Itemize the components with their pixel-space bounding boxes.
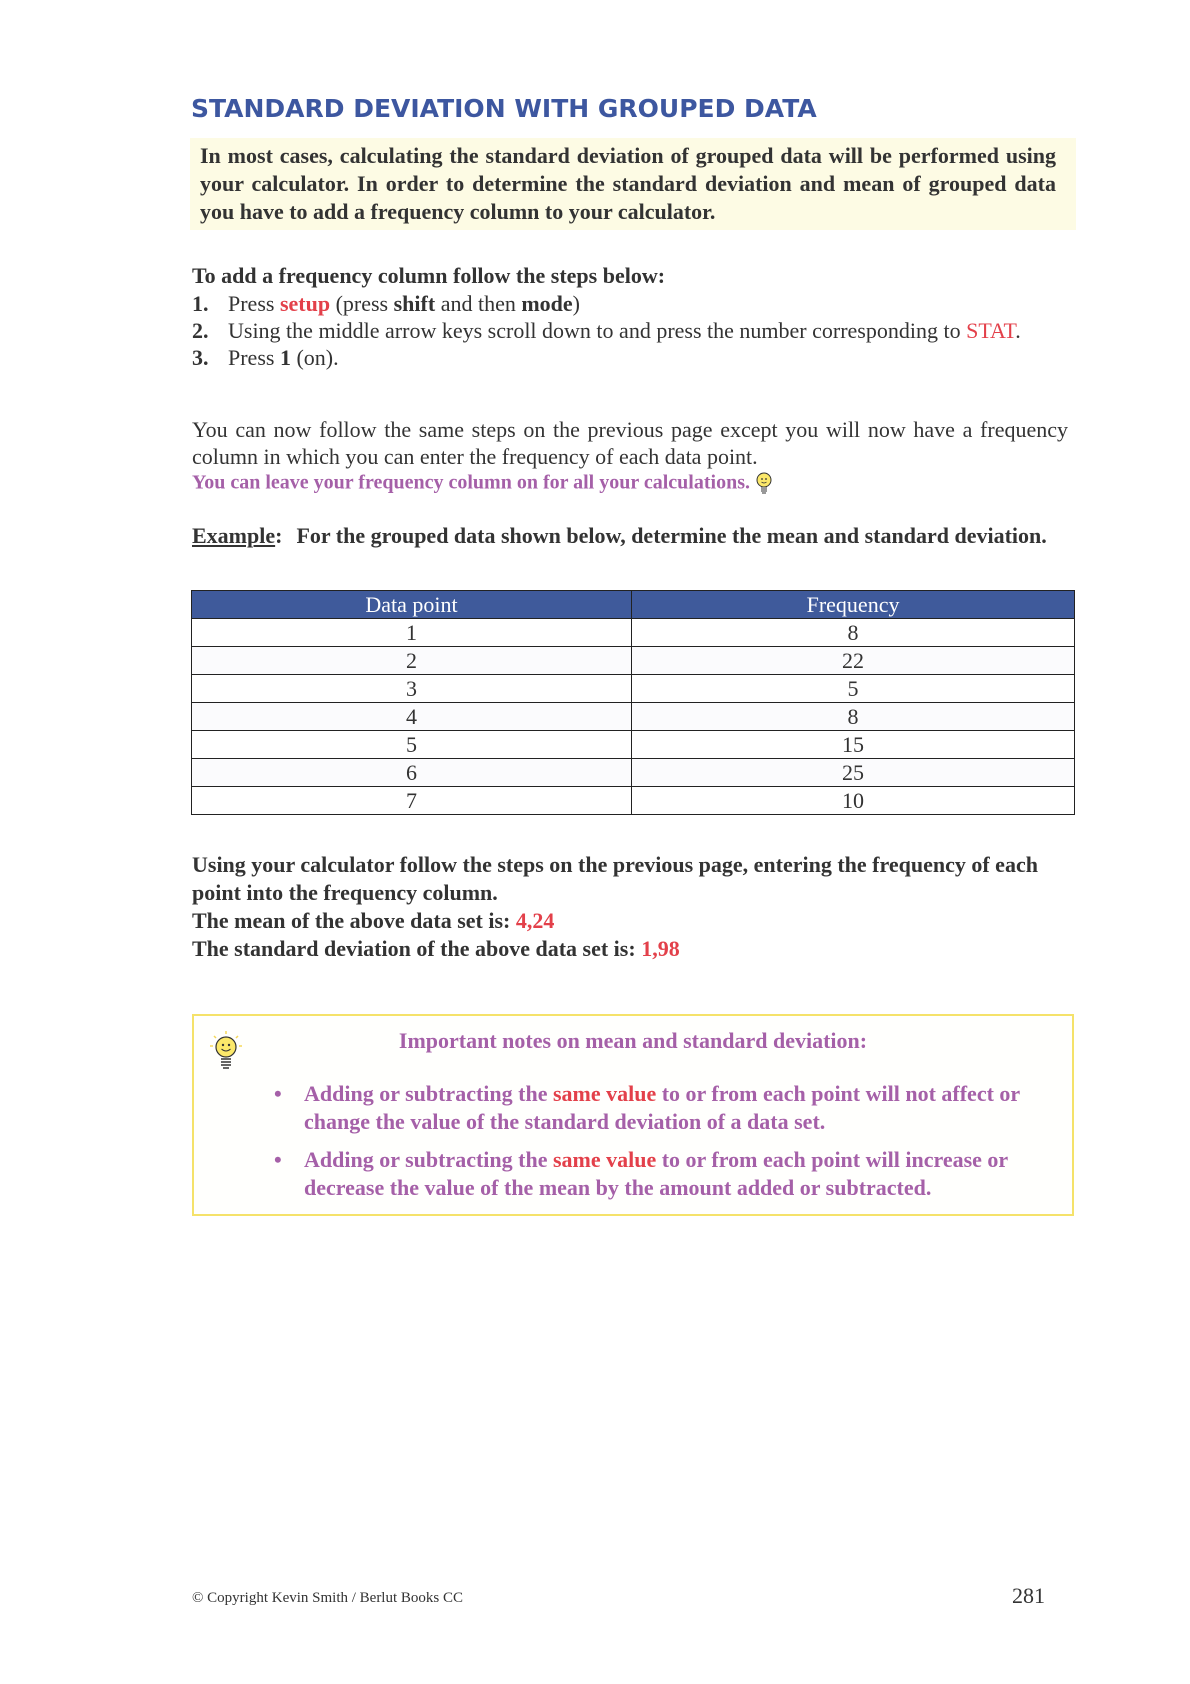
highlight-text: same value [552,1147,657,1172]
text: (press [330,291,394,316]
example-label: Example [192,523,276,548]
calculation-results [192,851,1068,963]
cell-frequency: 8 [632,703,1075,731]
steps-heading: To add a frequency column follow the steps below: [192,263,666,288]
important-notes-box [192,1014,1074,1216]
cell-data-point: 2 [192,647,632,675]
table-row [192,675,1075,703]
tip-label: You can leave your frequency column on for all your calculations. [192,471,750,494]
step-item [192,317,1068,344]
page-number: 281 [1012,1583,1045,1608]
key-1: 1 [279,345,291,370]
text: ) [572,291,580,316]
text: Adding or subtracting the [304,1147,553,1172]
note-item [274,1080,1054,1136]
sd-label: The standard deviation of the above data set is: [192,936,642,961]
table-row [192,619,1075,647]
cell-frequency: 8 [632,619,1075,647]
table-row [192,731,1075,759]
step-text [228,290,1068,317]
cell-frequency: 5 [632,675,1075,703]
mean-label: The mean of the above data set is: [192,908,516,933]
table-row [192,787,1075,815]
text: Using the middle arrow keys scroll down to and press the number corresponding to [228,318,967,343]
text: to or from each point will not affect or change the value of the standard deviation of a data set. [304,1081,1020,1134]
key-setup: setup [279,291,331,316]
cell-data-point: 5 [192,731,632,759]
cell-frequency: 22 [632,647,1075,675]
page-title: STANDARD DEVIATION WITH GROUPED DATA [191,94,817,123]
key-stat: STAT [966,318,1016,343]
calc-instruction: Using your calculator follow the steps on the previous page, entering the frequency of each point into the frequency column. [192,852,1038,905]
step-item [192,290,1068,317]
intro-box [190,138,1076,230]
mean-result [192,907,1068,935]
sd-value: 1,98 [641,936,680,961]
bullet-icon: • [274,1147,282,1172]
step-number: 1. [192,291,209,316]
step-text [228,344,1068,371]
text: Press [228,345,280,370]
table-header-row [192,591,1075,619]
example-colon: : [275,523,283,548]
sd-result [192,935,1068,963]
cell-data-point: 7 [192,787,632,815]
step-text [228,317,1068,344]
table-row [192,647,1075,675]
text: (on). [290,345,339,370]
key-shift: shift [393,291,436,316]
notes-title: Important notes on mean and standard deviation: [398,1028,868,1053]
header-frequency: Frequency [632,591,1075,619]
cell-data-point: 6 [192,759,632,787]
cell-data-point: 3 [192,675,632,703]
text: and then [435,291,522,316]
header-data-point: Data point [192,591,632,619]
instruction-paragraph: You can now follow the same steps on the previous page except you will now have a frequency column in which you can enter the frequency of each data point. [192,417,1068,469]
data-table [191,590,1075,815]
text: to or from each point will increase or decrease the value of the mean by the amount added or subtracted. [304,1147,1008,1200]
footer-copyright: © Copyright Kevin Smith / Berlut Books CC [192,1590,463,1606]
text: Press [228,291,280,316]
notes-list [274,1080,1054,1212]
mean-value: 4,24 [515,908,555,933]
cell-data-point: 1 [192,619,632,647]
cell-data-point: 4 [192,703,632,731]
step-number: 2. [192,318,209,343]
tip-text [192,471,773,497]
text: Adding or subtracting the [304,1081,553,1106]
table-row [192,759,1075,787]
cell-frequency: 25 [632,759,1075,787]
cell-frequency: 15 [632,731,1075,759]
step-item [192,344,1068,371]
example-text: For the grouped data shown below, determine the mean and standard deviation. [296,523,1047,548]
cell-frequency: 10 [632,787,1075,815]
lightbulb-icon [755,471,773,497]
key-mode: mode [521,291,573,316]
table-row [192,703,1075,731]
steps-list [192,290,1068,371]
note-item [274,1146,1054,1202]
highlight-text: same value [552,1081,657,1106]
intro-text: In most cases, calculating the standard deviation of grouped data will be performed using your calculator. In order to determine the standard deviation and mean of grouped data you have to add a frequency column to your calculator. [200,143,1056,224]
example [192,522,1068,550]
bullet-icon: • [274,1081,282,1106]
text: . [1015,318,1021,343]
step-number: 3. [192,345,209,370]
